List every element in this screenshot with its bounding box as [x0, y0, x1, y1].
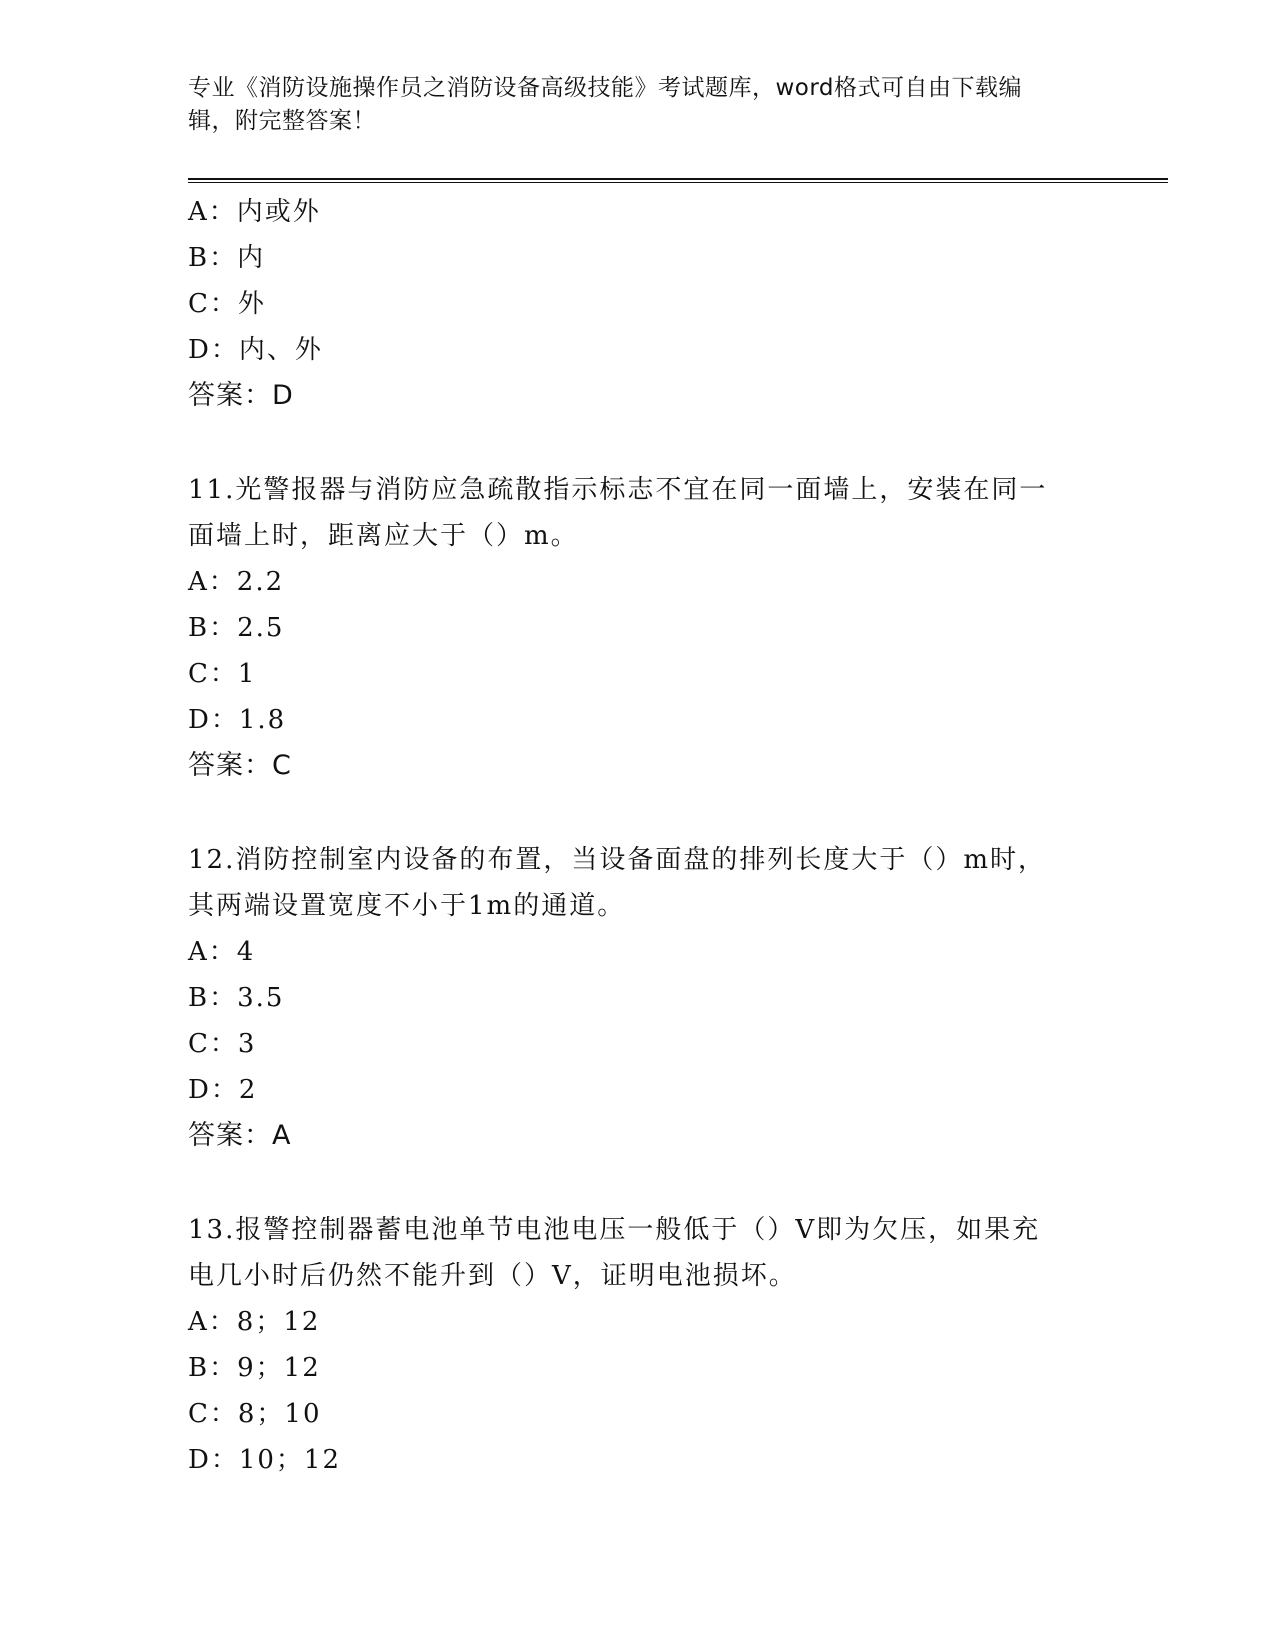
document-header — [188, 72, 1068, 138]
option-d: D：2 — [188, 1075, 258, 1105]
question-text — [188, 837, 1088, 929]
option-c: C：3 — [188, 1029, 257, 1059]
question-11 — [188, 467, 1088, 789]
option-d: D：10；12 — [188, 1445, 342, 1475]
question-text-line: 13.报警控制器蓄电池单节电池电压一般低于（）V即为欠压，如果充 — [188, 1215, 1041, 1245]
option-b: B：3.5 — [188, 983, 285, 1013]
header-line-1: 专业《消防设施操作员之消防设备高级技能》考试题库，word格式可自由下载编 — [188, 75, 1023, 101]
question-text-line: 12.消防控制室内设备的布置，当设备面盘的排列长度大于（）m时， — [188, 845, 1047, 875]
option-b: B：内 — [188, 243, 266, 273]
question-13 — [188, 1207, 1088, 1483]
question-text — [188, 467, 1088, 559]
option-a: A：2.2 — [188, 567, 285, 597]
option-c: C：1 — [188, 659, 257, 689]
answer-line: 答案：A — [188, 1120, 292, 1151]
option-b: B：9；12 — [188, 1353, 321, 1383]
answer-line: 答案：D — [188, 380, 294, 411]
option-c: C：8；10 — [188, 1399, 322, 1429]
question-text — [188, 1207, 1088, 1299]
question-text-line: 面墙上时，距离应大于（）m。 — [188, 521, 579, 551]
option-a: A：8；12 — [188, 1307, 321, 1337]
header-divider — [188, 178, 1168, 183]
question-text-line: 11.光警报器与消防应急疏散指示标志不宜在同一面墙上，安装在同一 — [188, 475, 1048, 505]
option-b: B：2.5 — [188, 613, 285, 643]
question-12 — [188, 837, 1088, 1159]
option-d: D：内、外 — [188, 335, 323, 365]
option-d: D：1.8 — [188, 705, 287, 735]
option-c: C：外 — [188, 289, 266, 319]
answer-line: 答案：C — [188, 750, 292, 781]
question-list — [188, 189, 1088, 1483]
option-a: A：内或外 — [188, 197, 321, 227]
question-text-line: 其两端设置宽度不小于1m的通道。 — [188, 891, 626, 921]
previous-question-tail — [188, 189, 1088, 419]
question-text-line: 电几小时后仍然不能升到（）V，证明电池损坏。 — [188, 1261, 797, 1291]
option-a: A：4 — [188, 937, 256, 967]
header-line-2: 辑，附完整答案！ — [188, 108, 376, 134]
